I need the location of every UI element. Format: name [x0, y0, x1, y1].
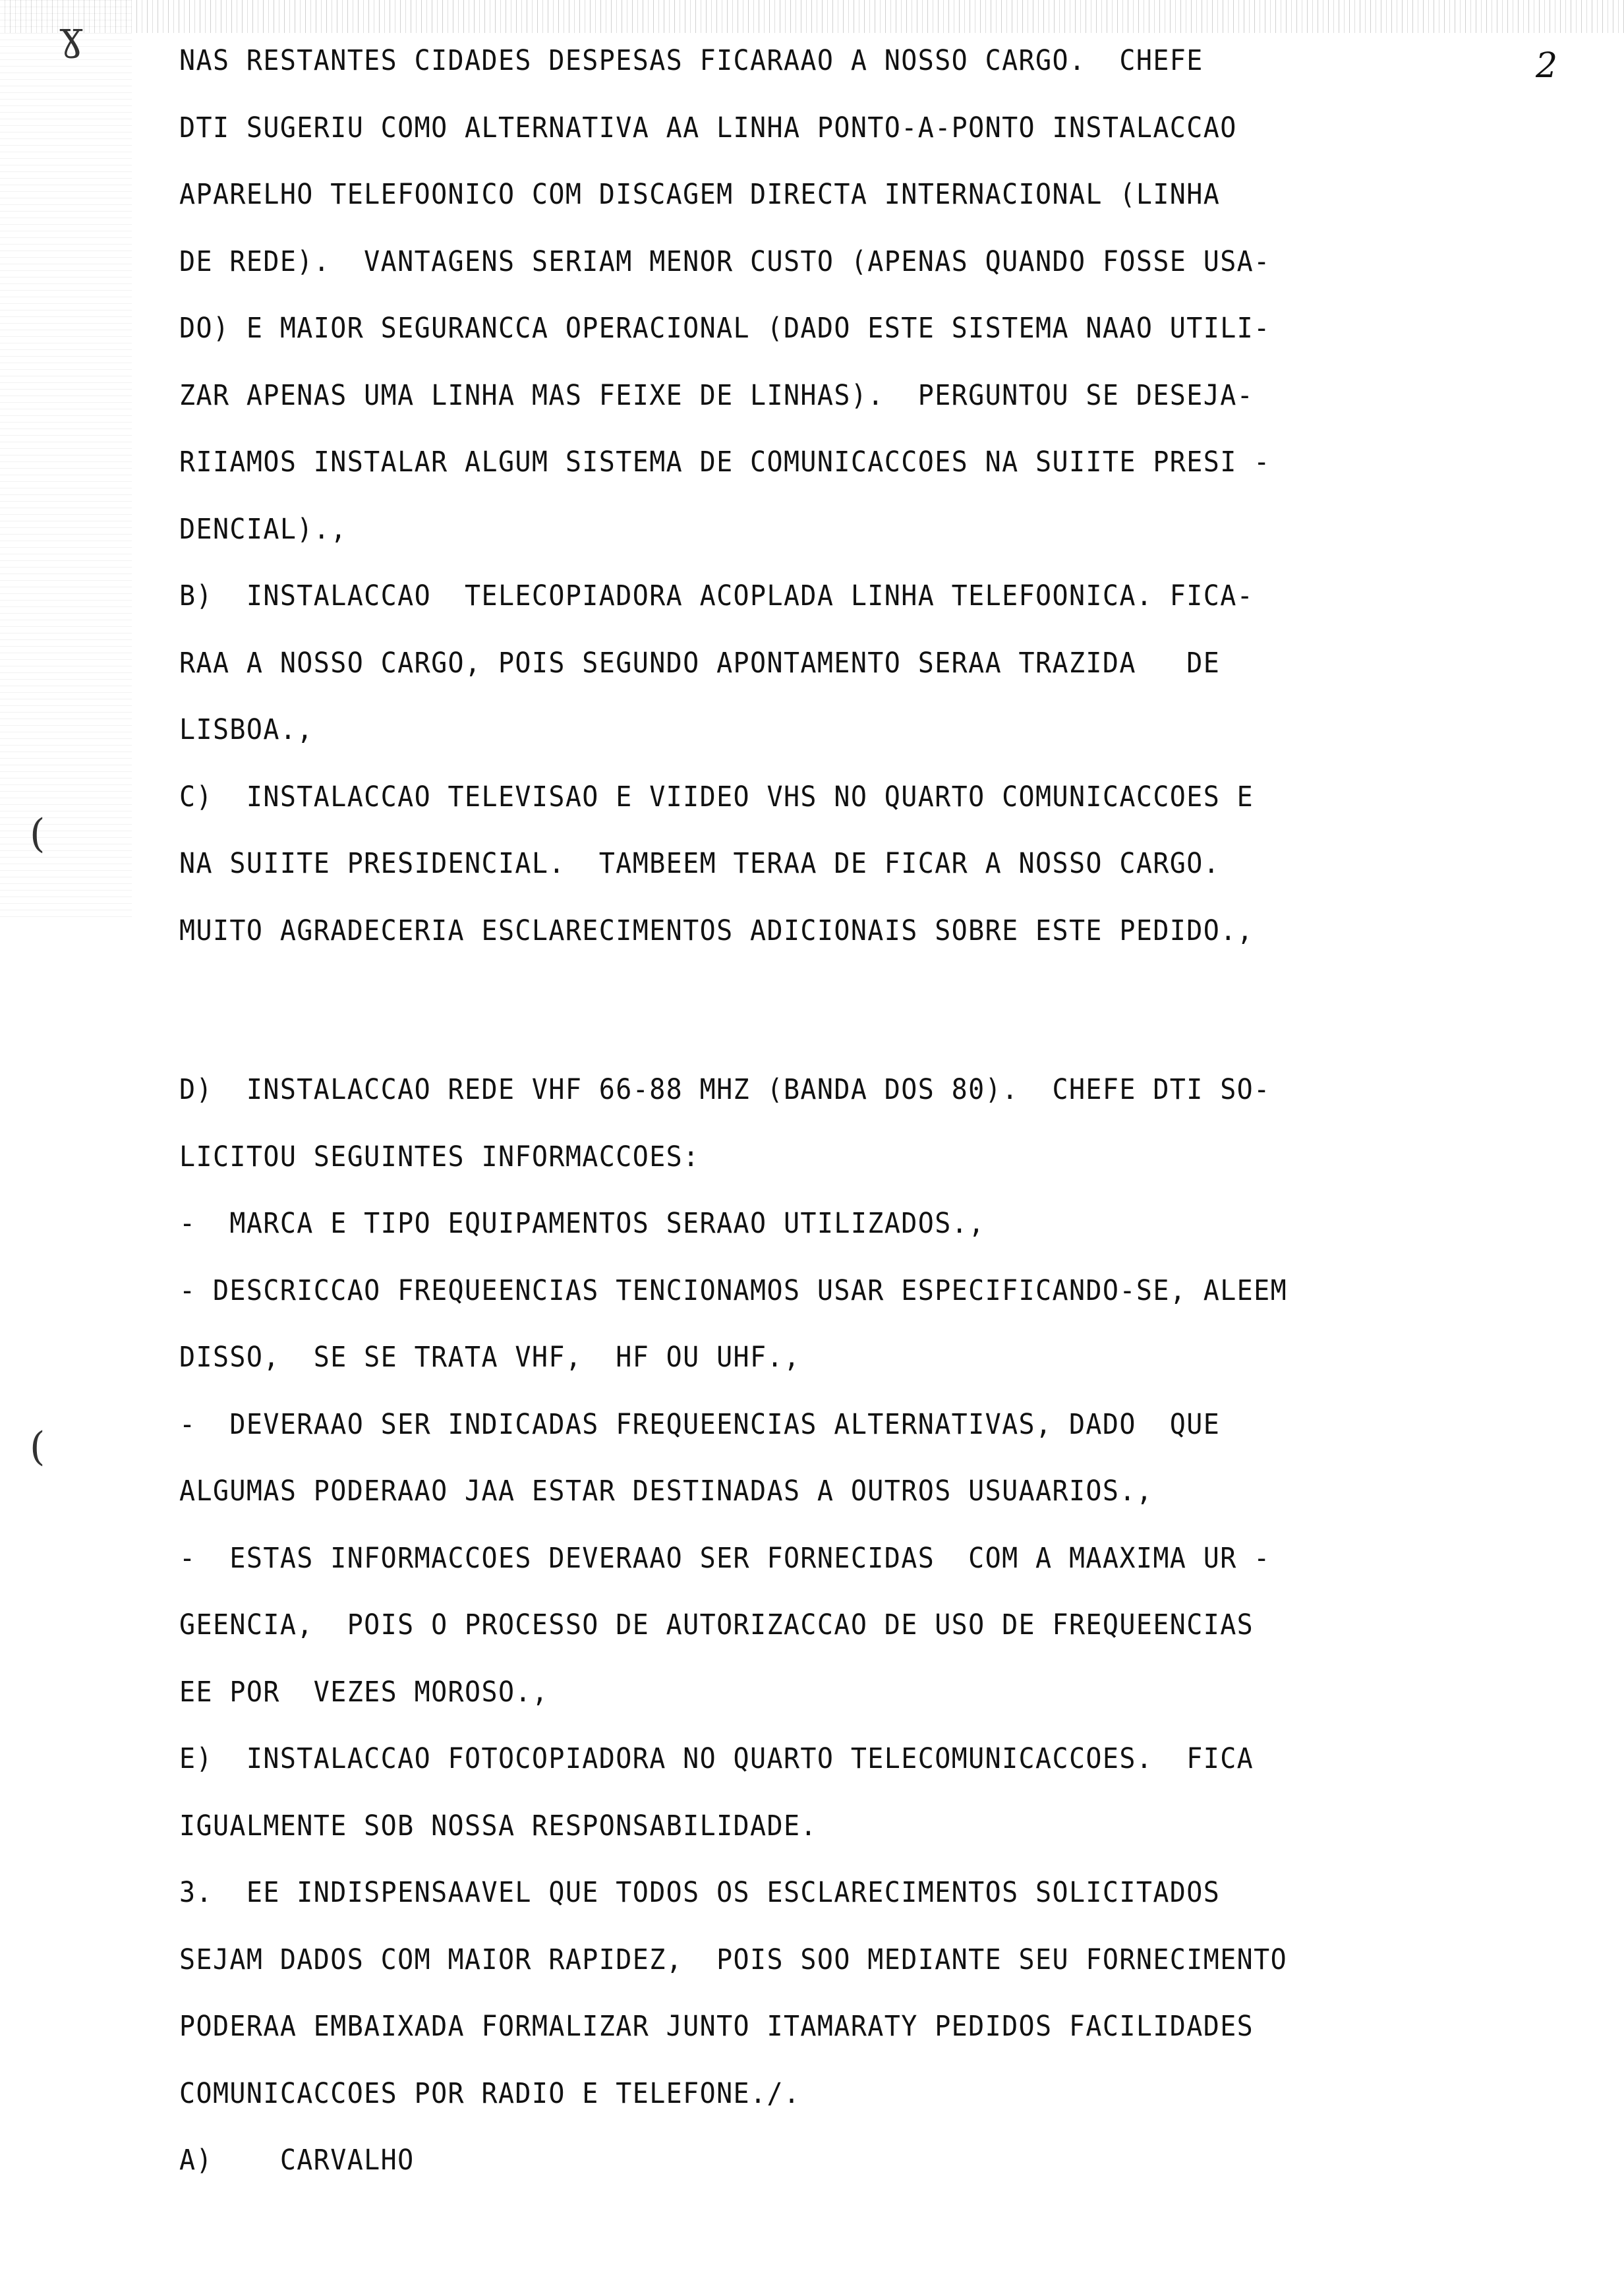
scan-noise-left	[0, 0, 132, 923]
bullet-line: - MARCA E TIPO EQUIPAMENTOS SERAAO UTILIZADOS.,	[179, 1207, 985, 1240]
text-line: NAS RESTANTES CIDADES DESPESAS FICARAAO A NOSSO CARGO. CHEFE	[179, 44, 1204, 77]
text-line: MUITO AGRADECERIA ESCLARECIMENTOS ADICIONAIS SOBRE ESTE PEDIDO.,	[179, 914, 1254, 947]
text-line: ALGUMAS PODERAAO JAA ESTAR DESTINADAS A OUTROS USUAARIOS.,	[179, 1475, 1153, 1508]
text-line: COMUNICACCOES POR RADIO E TELEFONE./.	[179, 2076, 801, 2110]
text-line: LISBOA.,	[179, 713, 314, 746]
text-line: NA SUIITE PRESIDENCIAL. TAMBEEM TERAA DE FICAR A NOSSO CARGO.	[179, 847, 1221, 880]
item-c-line: C) INSTALACCAO TELEVISAO E VIIDEO VHS NO QUARTO COMUNICACCOES E	[179, 780, 1254, 813]
text-line: EE POR VEZES MOROSO.,	[179, 1675, 549, 1709]
text-line: GEENCIA, POIS O PROCESSO DE AUTORIZACCAO DE USO DE FREQUEENCIAS	[179, 1608, 1254, 1641]
margin-mark-middle: (	[30, 811, 45, 857]
text-line: APARELHO TELEFOONICO COM DISCAGEM DIRECTA INTERNACIONAL (LINHA	[179, 178, 1221, 211]
text-line: SEJAM DADOS COM MAIOR RAPIDEZ, POIS SOO MEDIANTE SEU FORNECIMENTO	[179, 1943, 1288, 1976]
telegram-body	[179, 41, 1596, 2208]
page-number: 2	[1536, 46, 1558, 86]
text-line: DE REDE). VANTAGENS SERIAM MENOR CUSTO (APENAS QUANDO FOSSE USA-	[179, 245, 1271, 278]
bullet-line: - DEVERAAO SER INDICADAS FREQUEENCIAS ALTERNATIVAS, DADO QUE	[179, 1407, 1221, 1441]
blank-gap	[179, 978, 1596, 1070]
text-line: PODERAA EMBAIXADA FORMALIZAR JUNTO ITAMARATY PEDIDOS FACILIDADES	[179, 2010, 1254, 2043]
text-line: RAA A NOSSO CARGO, POIS SEGUNDO APONTAMENTO SERAA TRAZIDA DE	[179, 646, 1221, 680]
signature-line: A) CARVALHO	[179, 2144, 415, 2177]
text-line: DTI SUGERIU COMO ALTERNATIVA AA LINHA PONTO-A-PONTO INSTALACCAO	[179, 111, 1237, 144]
bullet-line: - ESTAS INFORMACCOES DEVERAAO SER FORNECIDAS COM A MAAXIMA UR -	[179, 1541, 1271, 1575]
text-line: DISSO, SE SE TRATA VHF, HF OU UHF.,	[179, 1341, 801, 1374]
item-b-line: B) INSTALACCAO TELECOPIADORA ACOPLADA LINHA TELEFOONICA. FICA-	[179, 579, 1254, 612]
text-line: IGUALMENTE SOB NOSSA RESPONSABILIDADE.	[179, 1809, 817, 1842]
scan-noise-top	[0, 0, 1624, 33]
margin-mark-lower: (	[30, 1424, 45, 1470]
text-line: RIIAMOS INSTALAR ALGUM SISTEMA DE COMUNICACCOES NA SUIITE PRESI -	[179, 446, 1271, 479]
text-line: DENCIAL).,	[179, 512, 347, 546]
text-line: DO) E MAIOR SEGURANCCA OPERACIONAL (DADO ESTE SISTEMA NAAO UTILI-	[179, 312, 1271, 345]
margin-mark-top: ɣ	[59, 13, 83, 59]
text-line: LICITOU SEGUINTES INFORMACCOES:	[179, 1140, 700, 1173]
paragraph-3-line: 3. EE INDISPENSAAVEL QUE TODOS OS ESCLARECIMENTOS SOLICITADOS	[179, 1876, 1221, 1909]
item-d-line: D) INSTALACCAO REDE VHF 66-88 MHZ (BANDA DOS 80). CHEFE DTI SO-	[179, 1073, 1271, 1106]
bullet-line: - DESCRICCAO FREQUEENCIAS TENCIONAMOS USAR ESPECIFICANDO-SE, ALEEM	[179, 1274, 1288, 1307]
text-line: ZAR APENAS UMA LINHA MAS FEIXE DE LINHAS). PERGUNTOU SE DESEJA-	[179, 378, 1254, 412]
item-e-line: E) INSTALACCAO FOTOCOPIADORA NO QUARTO TELECOMUNICACCOES. FICA	[179, 1742, 1254, 1775]
